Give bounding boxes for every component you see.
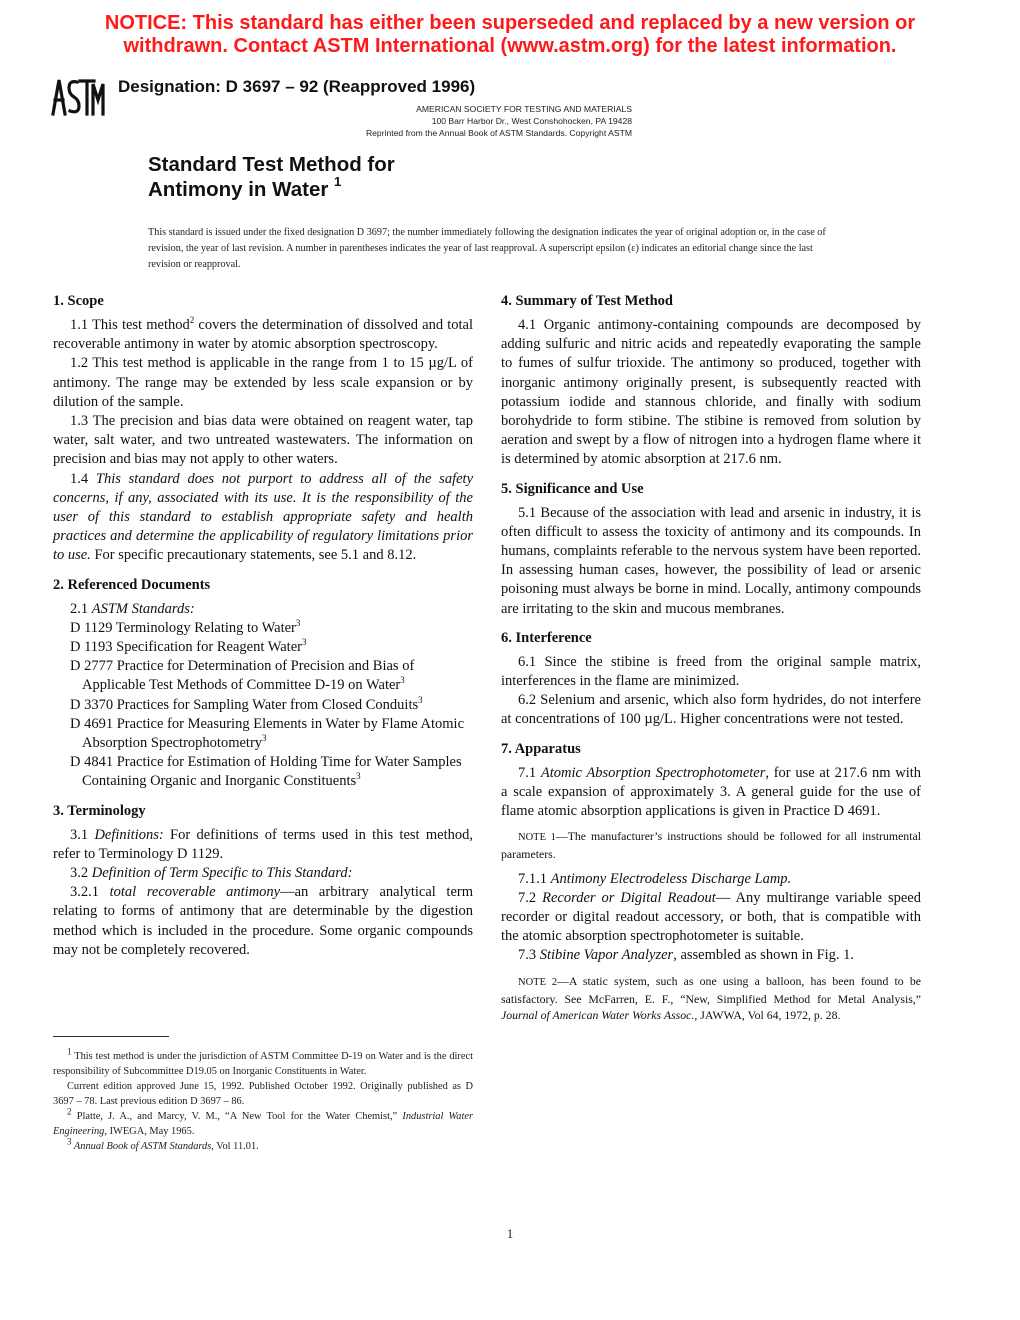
title-line-2: Antimony in Water $^1$ (148, 174, 342, 201)
page-number: 1 (506, 1226, 514, 1241)
paragraph-7-1-1: 7.1.1 Antimony Electrodeless Discharge Lamp. (518, 870, 792, 887)
right-column (501, 292, 921, 1030)
withdrawal-notice (0, 12, 1020, 58)
publisher-reprint: Reprinted from the Annual Book of ASTM Standards. Copyright ASTM (365, 128, 632, 138)
publisher-address: 100 Barr Harbor Dr., West Conshohocken, PA 19428 (431, 116, 632, 126)
paragraph-1-2: 1.2 This test method is applicable in the range from 1 to 15 µg/L of antimony. The range may be extended by less scale expansion or by dilution of the sample. (53, 355, 473, 410)
paragraph-7-2: 7.2 Recorder or Digital Readout— Any multirange variable speed recorder or digital readout accessory, or both, that is compatible with the atomic absorption spectrophotometer is suitable. (501, 889, 921, 945)
reference-item: D 4691 Practice for Measuring Elements in Water by Flame Atomic Absorption Spectrophotometry$^3$ (70, 715, 464, 752)
left-column (53, 292, 473, 960)
reference-item: D 2777 Practice for Determination of Precision and Bias of Applicable Test Methods of Committee D-19 on Water$^3$ (70, 658, 415, 694)
paragraph-7-1: 7.1 Atomic Absorption Spectrophotometer, for use at 217.6 nm with a scale expansion of approximately 3. A general guide for the use of flame atomic absorption applications is given in Practice D 4691. (501, 764, 921, 820)
paragraph-5-1: 5.1 Because of the association with lead and arsenic in industry, it is often difficult to assess the toxicity of antimony and its compounds. In humans, complaints referable to the nervous system have been reported. In assessing human cases, however, the possibility of lead or arsenic poisoning must always be borne in mind. Locally, antimony compounds are irritating to the skin and mucous membranes. (501, 504, 921, 617)
footnote-1-edition: Current edition approved June 15, 1992. Published October 1992. Originally published as D 3697 – 78. Last previous edition D 3697 – 86. (53, 1081, 473, 1107)
footnote-3: $^3$ Annual Book of ASTM Standards, Vol 11.01. (67, 1136, 259, 1152)
reference-item: D 1129 Terminology Relating to Water$^3$ (70, 618, 301, 636)
designation: Designation: D 3697 – 92 (Reapproved 1996) (118, 77, 476, 96)
section-heading-interference: 6. Interference (501, 629, 592, 646)
notice-line-1: NOTICE: This standard has either been superseded and replaced by a new version or (104, 12, 916, 34)
notice-line-2: withdrawn. Contact ASTM International (www.astm.org) for the latest information. (123, 35, 897, 57)
paragraph-1-4: 1.4 This standard does not purport to address all of the safety concerns, if any, associated with its use. It is the responsibility of the user of this standard to establish appropriate safety and health practices and determine the applicability of regulatory limitations prior to use. For specific precautionary statements, see 5.1 and 8.12. (53, 470, 474, 564)
document-title (148, 152, 395, 202)
footnote-1: $^1$ This test method is under the jurisdiction of ASTM Committee D-19 on Water and is the direct responsibility of Subcommittee D19.05 on Inorganic Constituents in Water. (53, 1046, 473, 1077)
section-heading-significance: 5. Significance and Use (501, 480, 644, 497)
paragraph-3-2: 3.2 Definition of Term Specific to This Standard: (70, 865, 353, 882)
footnote-2: $^2$ Platte, J. A., and Marcy, V. M., “A New Tool for the Water Chemist,” Industrial Water Engineering, IWEGA, May 1965. (53, 1106, 473, 1137)
paragraph-6-1: 6.1 Since the stibine is freed from the original sample matrix, interferences in the flame are minimized. (501, 653, 921, 690)
footnotes (53, 1046, 473, 1154)
paragraph-1-1: 1.1 This test method$^2$ covers the determination of dissolved and total recoverable antimony in water by atomic absorption spectroscopy. (53, 315, 473, 353)
section-heading-summary: 4. Summary of Test Method (501, 293, 673, 309)
paragraph-3-1: 3.1 Definitions: For definitions of terms used in this test method, refer to Terminology D 1129. (53, 826, 473, 862)
issuance-note: This standard is issued under the fixed designation D 3697; the number immediately following the designation indicates the year of original adoption or, in the case of revision, the year of last revision. A number in parentheses indicates the year of last reapproval. A superscript epsilon (ε) indicates an editorial change since the last revision or reapproval. (148, 227, 826, 270)
note-1: NOTE 1—The manufacturer’s instructions should be followed for all instrumental parameters. (501, 829, 921, 862)
astm-logo-icon (50, 76, 106, 116)
publisher-block (300, 103, 632, 139)
paragraph-2-1: 2.1 ASTM Standards: (70, 600, 195, 617)
paragraph-3-2-1: 3.2.1 total recoverable antimony—an arbitrary analytical term relating to forms of antimony that are determinable by the digestion method which is included in the procedure. Some organic compounds may not be completely recovered. (53, 884, 474, 958)
reference-item: D 3370 Practices for Sampling Water from Closed Conduits$^3$ (70, 694, 423, 713)
section-heading-scope: 1. Scope (53, 293, 104, 309)
note-2: NOTE 2—A static system, such as one using a balloon, has been found to be satisfactory. See McFarren, E. F., “New, Simplified Method for Metal Analysis,” Journal of American Water Works Assoc., JAWWA, Vol 64, 1972, p. 28. (501, 973, 921, 1023)
reference-item: D 1193 Specification for Reagent Water$^3$ (70, 637, 307, 656)
section-heading-referenced: 2. Referenced Documents (53, 576, 211, 593)
section-heading-apparatus: 7. Apparatus (501, 740, 581, 757)
title-line-1: Standard Test Method for (148, 153, 395, 176)
footnote-divider (53, 1036, 169, 1037)
paragraph-7-3: 7.3 Stibine Vapor Analyzer, assembled as shown in Fig. 1. (518, 947, 855, 964)
title-footnote-mark: 1 (334, 174, 342, 190)
publisher-name: AMERICAN SOCIETY FOR TESTING AND MATERIALS (416, 104, 632, 114)
section-heading-terminology: 3. Terminology (53, 802, 146, 819)
paragraph-1-3: 1.3 The precision and bias data were obtained on reagent water, tap water, salt water, and two untreated wastewaters. The information on precision and bias may not apply to other waters. (53, 413, 473, 468)
paragraph-6-2: 6.2 Selenium and arsenic, which also form hydrides, do not interfere at concentrations of 100 µg/L. Higher concentrations were not tested. (501, 692, 921, 728)
reference-item: D 4841 Practice for Estimation of Holding Time for Water Samples Containing Organic and Inorganic Constituents$^3$ (70, 754, 462, 790)
paragraph-4-1: 4.1 Organic antimony-containing compounds are decomposed by adding sulfuric and nitric acids and repeatedly evaporating the sample to fumes of sulfur trioxide. The antimony so produced, together with inorganic antimony originally present, is subsequently reacted with potassium iodide and stannous chloride, and finally with sodium borohydride to form stibine. The stibine is removed from solution by aeration and swept by a flow of nitrogen into a hydrogen flame where it is determined by atomic absorption at 217.6 nm. (501, 317, 921, 468)
